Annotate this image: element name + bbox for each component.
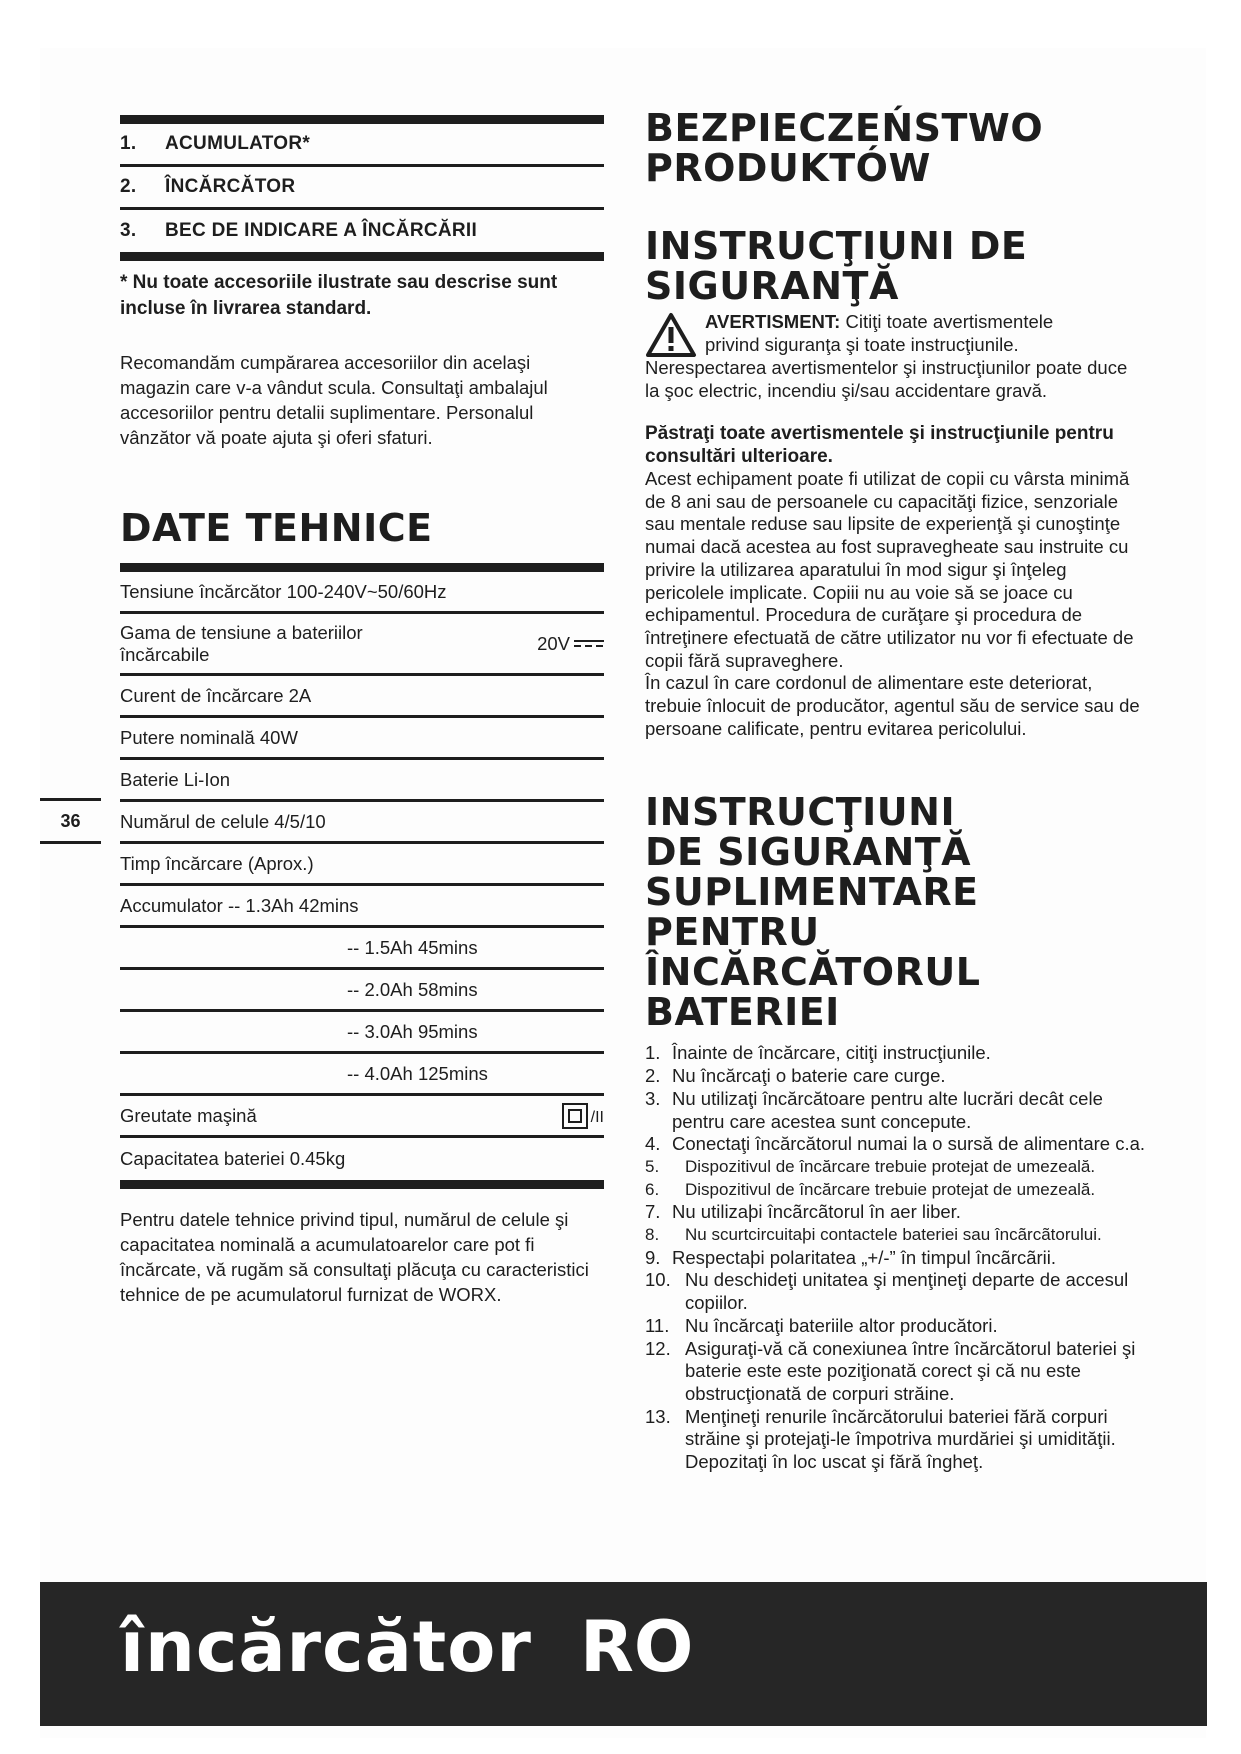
list-item: 5. Dispozitivul de încărcare trebuie protejat de umezeală. <box>645 1156 1096 1176</box>
product-safety-heading: BEZPIECZEŃSTWO PRODUKTÓW <box>645 106 1044 190</box>
keep-instructions-note: Păstraţi toate avertismentele şi instrucţiunile pentru consultări ulterioare. <box>645 423 1114 467</box>
table-row: Timp încărcare (Aprox.) <box>120 844 604 886</box>
recommendation-text: Recomandăm cumpărarea accesoriilor din acelaşi magazin care v-a vândut scula. Consultaţi ambalajul accesoriilor pentru detalii suplimentare. Personalul vânzător vă poate ajuta şi oferi sfaturi. <box>120 352 548 448</box>
charger-safety-heading: INSTRUCŢIUNI DE SIGURANŢĂ SUPLIMENTARE PENTRU ÎNCĂRCĂTORUL BATERIEI <box>645 790 981 1035</box>
list-item: 7. Nu utilizaþi încãrcãtorul în aer liber. <box>645 1201 961 1223</box>
dc-symbol-icon <box>574 640 604 647</box>
parts-list <box>120 124 604 252</box>
tech-data-heading: DATE TEHNICE <box>120 506 433 550</box>
safety-instructions-heading: INSTRUCŢIUNI DE SIGURANŢĂ <box>645 224 1028 308</box>
table-row: Accumulator -- 1.3Ah 42mins <box>120 886 604 928</box>
body-text: Acest echipament poate fi utilizat de copii cu vârsta minimă de 8 ani sau de persoanele cu capacităţi fizice, senzoriale sau mentale reduse sau lipsite de experienţă şi cunoştinţe numai dacă acestea au fost supravegheate sau instruite cu privire la utilizarea aparatului în mod sigur şi înţeleg pericolele implicate. Copiii nu au voie să se joace cu echipamentul. Procedura de curăţare şi procedura de întreţinere efectuată de către utilizator nu vor fi efectuate de copii fără supraveghere. <box>645 468 1134 671</box>
left-column <box>120 115 604 1307</box>
page-number: 36 <box>40 798 101 844</box>
body-text: În cazul în care cordonul de alimentare este deteriorat, trebuie înlocuit de producător, agentul său de service sau de persoane calificate, pentru evitarea pericolului. <box>645 672 1140 739</box>
list-item: 6. Dispozitivul de încărcare trebuie protejat de umezeală. <box>645 1179 1096 1199</box>
class-ii-icon: /II <box>562 1103 604 1129</box>
footer-band <box>40 1582 1207 1726</box>
table-row: -- 1.5Ah 45mins <box>120 928 604 970</box>
table-row: Baterie Li-Ion <box>120 760 604 802</box>
table-row: Capacitatea bateriei 0.45kg <box>120 1148 346 1169</box>
language-code: RO <box>580 1606 694 1688</box>
table-row: Curent de încărcare 2A <box>120 676 604 718</box>
warning-triangle-icon <box>645 312 697 358</box>
list-item: 2. Nu încărcaţi o baterie care curge. <box>645 1065 946 1087</box>
list-item: 12. Asiguraţi-vă că conexiunea între încărcătorul bateriei şi baterie este este poziţionată corect şi că nu este obstrucţionată de corpuri străine. <box>645 1337 1136 1404</box>
list-item: 1. Înainte de încărcare, citiţi instrucţiunile. <box>645 1042 991 1064</box>
table-row: Greutate maşină /II <box>120 1096 604 1138</box>
right-column <box>645 108 1145 1474</box>
list-item: 2. ÎNCĂRCĂTOR <box>120 167 604 210</box>
accessory-note: * Nu toate accesoriile ilustrate sau descrise sunt incluse în livrarea standard. <box>120 272 558 319</box>
list-item: 3. Nu utilizaţi încărcătoare pentru alte lucrări decât cele pentru care acestea sunt concepute. <box>645 1087 1103 1132</box>
footer-title: încărcător <box>120 1606 532 1688</box>
table-row: -- 3.0Ah 95mins <box>120 1012 604 1054</box>
table-row: Putere nominală 40W <box>120 718 604 760</box>
list-item: 1. ACUMULATOR* <box>120 124 604 167</box>
spec-table <box>120 572 604 1180</box>
tech-note: Pentru datele tehnice privind tipul, numărul de celule şi capacitatea nominală a acumulatoarelor care pot fi încărcate, vă rugăm să consultaţi plăcuţa cu caracteristici tehnice de pe acumulatorul furnizat de WORX. <box>120 1209 589 1305</box>
divider <box>120 1180 604 1189</box>
list-item: 8. Nu scurtcircuitaþi contactele bateriei sau încãrcãtorului. <box>645 1225 1102 1245</box>
list-item: 13. Menţineţi renurile încărcătorului bateriei fără corpuri străine şi protejaţi-le împotriva murdăriei şi umidităţii. Depozitaţi în loc uscat şi fără îngheţ. <box>645 1405 1116 1473</box>
list-item: 11. Nu încărcaţi bateriile altor producători. <box>645 1314 998 1336</box>
table-row: -- 2.0Ah 58mins <box>120 970 604 1012</box>
table-row: Tensiune încărcător 100-240V~50/60Hz <box>120 572 604 614</box>
list-item: 4. Conectaţi încărcătorul numai la o sursă de alimentare c.a. <box>645 1133 1146 1155</box>
warning-block: AVERTISMENT: Citiţi toate avertismentele privind siguranţa şi toate instrucţiunile. Nerespectarea avertismentelor şi instrucţiunilor poate duce la şoc electric, incendiu şi/sau accidentare gravă. <box>645 311 1128 401</box>
table-row: Numărul de celule 4/5/10 <box>120 802 604 844</box>
divider <box>120 563 604 572</box>
list-item: 3. BEC DE INDICARE A ÎNCĂRCĂRII <box>120 220 478 241</box>
dc-voltage: 20V <box>537 633 604 655</box>
safety-list <box>645 1042 1145 1473</box>
table-row: -- 4.0Ah 125mins <box>120 1054 604 1096</box>
divider <box>120 115 604 124</box>
list-item: 10. Nu deschideţi unitatea şi menţineţi departe de accesul copiilor. <box>645 1269 1129 1314</box>
divider <box>120 252 604 261</box>
list-item: 9. Respectaþi polaritatea „+/-” în timpul încãrcãrii. <box>645 1246 1057 1268</box>
table-row: Gama de tensiune a bateriilor încărcabile 20V <box>120 614 604 676</box>
